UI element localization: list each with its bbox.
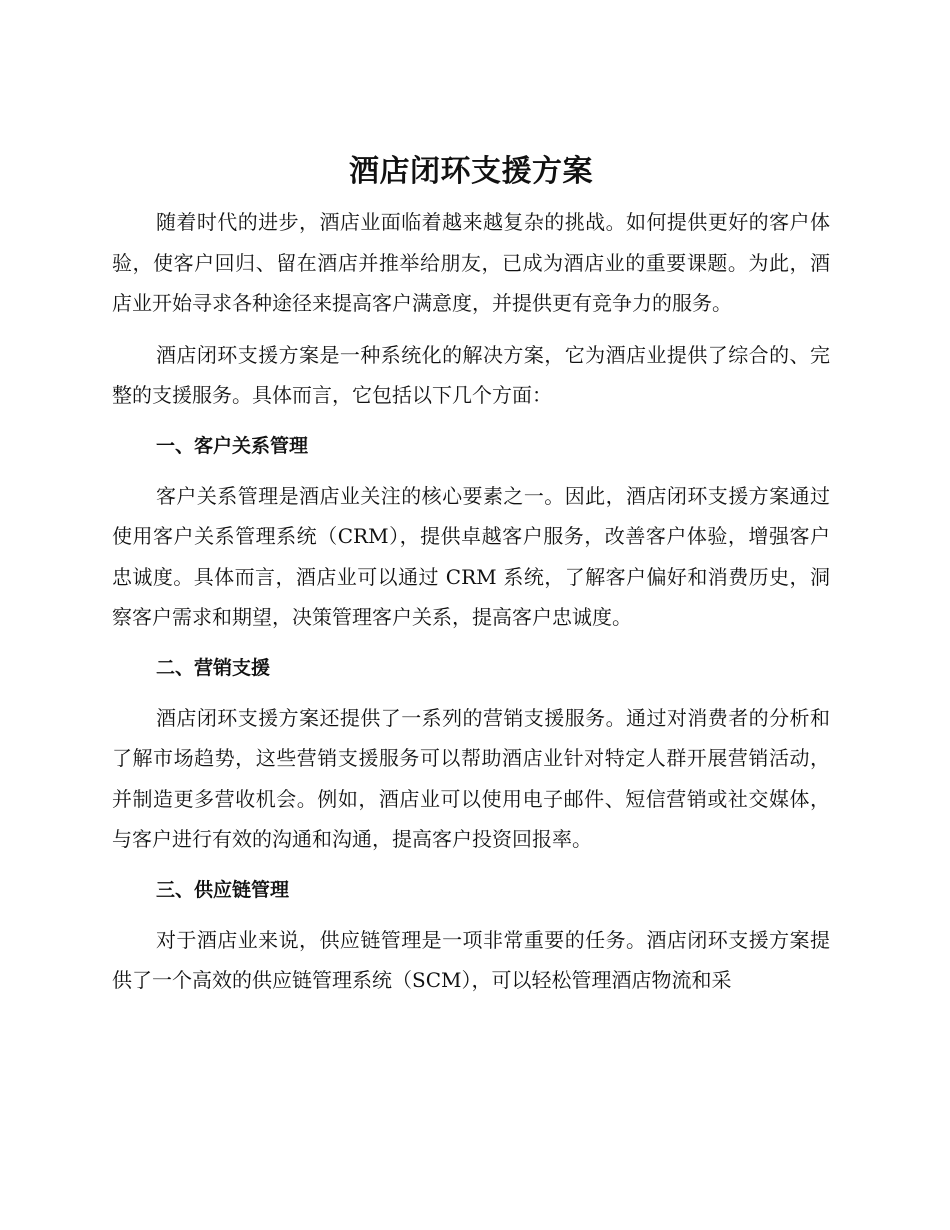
intro-paragraph-2: 酒店闭环支援方案是一种系统化的解决方案，它为酒店业提供了综合的、完整的支援服务。具体而言，它包括以下几个方面： <box>112 342 830 407</box>
section-body-crm: 客户关系管理是酒店业关注的核心要素之一。因此，酒店闭环支援方案通过使用客户关系管理系统（CRM），提供卓越客户服务，改善客户体验，增强客户忠诚度。具体而言，酒店业可以通过 CRM 系统，了解客户偏好和消费历史，洞察客户需求和期望，决策管理客户关系，提高客户忠诚度。 <box>112 483 830 629</box>
section-heading-crm: 一、客户关系管理 <box>156 434 309 457</box>
section-body-supply-chain: 对于酒店业来说，供应链管理是一项非常重要的任务。酒店闭环支援方案提供了一个高效的供应链管理系统（SCM），可以轻松管理酒店物流和采 <box>112 927 830 992</box>
section-heading-supply-chain: 三、供应链管理 <box>156 878 290 901</box>
section-heading-marketing: 二、营销支援 <box>156 656 271 679</box>
intro-paragraph-1: 随着时代的进步，酒店业面临着越来越复杂的挑战。如何提供更好的客户体验，使客户回归、留在酒店并推举给朋友，已成为酒店业的重要课题。为此，酒店业开始寻求各种途径来提高客户满意度，并提供更有竞争力的服务。 <box>112 210 830 315</box>
document-title: 酒店闭环支援方案 <box>349 154 593 189</box>
section-body-marketing: 酒店闭环支援方案还提供了一系列的营销支援服务。通过对消费者的分析和了解市场趋势，这些营销支援服务可以帮助酒店业针对特定人群开展营销活动，并制造更多营收机会。例如，酒店业可以使用电子邮件、短信营销或社交媒体，与客户进行有效的沟通和沟通，提高客户投资回报率。 <box>112 705 830 851</box>
document-body <box>112 150 830 1001</box>
